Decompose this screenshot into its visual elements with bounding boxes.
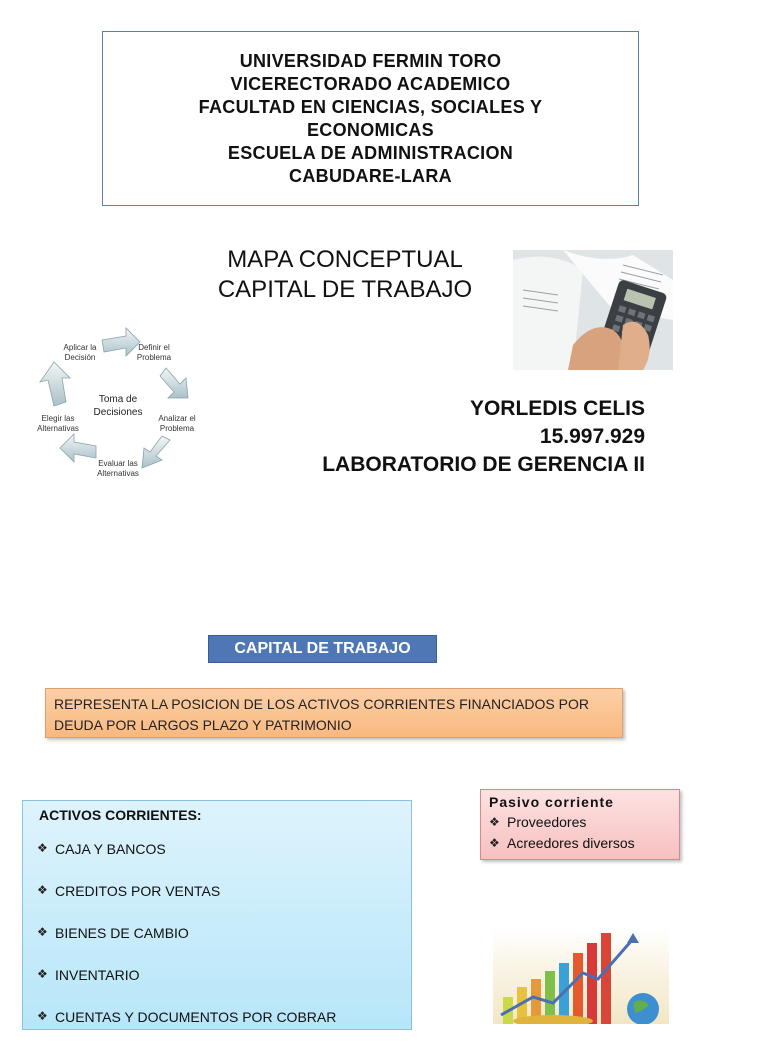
- header-school: ESCUELA DE ADMINISTRACION: [227, 142, 514, 163]
- bullet-diamond-icon: ❖: [37, 925, 48, 939]
- title-line-2: CAPITAL DE TRABAJO: [217, 276, 473, 303]
- activos-title: ACTIVOS CORRIENTES:: [39, 807, 202, 823]
- step-analyze-line-2: Problema: [159, 424, 195, 433]
- step-choose-line-1: Elegir las: [41, 414, 75, 423]
- author-name: YORLEDIS CELIS: [469, 397, 645, 420]
- header-faculty: FACULTAD EN CIENCIAS, SOCIALES Y: [198, 96, 543, 117]
- bullet-diamond-icon: ❖: [37, 883, 48, 897]
- list-item-label: BIENES DE CAMBIO: [55, 925, 189, 941]
- page-title: [190, 245, 500, 305]
- title-line-1: MAPA CONCEPTUAL: [227, 246, 463, 273]
- calculator-photo: [513, 250, 673, 370]
- list-item-label: CREDITOS POR VENTAS: [55, 883, 221, 899]
- pasivo-title: Pasivo corriente: [489, 794, 614, 810]
- definition-line-1: REPRESENTA LA POSICION DE LOS ACTIVOS CORRIENTES FINANCIADOS POR: [54, 696, 589, 712]
- author-id: 15.997.929: [539, 425, 645, 448]
- bullet-diamond-icon: ❖: [489, 815, 500, 829]
- step-define-line-1: Definir el: [138, 343, 170, 352]
- list-item-label: Proveedores: [507, 814, 587, 830]
- cycle-arrow-2: [160, 368, 188, 398]
- step-apply-line-2: Decisión: [64, 353, 96, 362]
- list-item: [37, 841, 411, 883]
- list-item-label: CAJA Y BANCOS: [55, 841, 166, 857]
- list-item: [37, 967, 411, 1009]
- cycle-center-line-1: Toma de: [98, 394, 138, 405]
- list-item: [489, 812, 671, 833]
- activos-corrientes-box: [22, 800, 412, 1030]
- list-item-label: INVENTARIO: [55, 967, 140, 983]
- course-name: LABORATORIO DE GERENCIA II: [322, 453, 645, 476]
- institution-header: [102, 31, 639, 206]
- author-block: [230, 395, 645, 479]
- capital-de-trabajo-banner: CAPITAL DE TRABAJO: [208, 635, 437, 663]
- header-university: UNIVERSIDAD FERMIN TORO: [239, 50, 502, 71]
- definition-box: [45, 688, 623, 738]
- cycle-arrow-5: [40, 362, 70, 406]
- growth-bars-illustration: [493, 927, 669, 1024]
- step-choose-line-2: Alternativas: [37, 424, 79, 433]
- step-apply-line-1: Aplicar la: [63, 343, 97, 352]
- step-define-line-2: Problema: [136, 353, 172, 362]
- cycle-arrow-1: [102, 328, 140, 356]
- cycle-center-line-2: Decisiones: [93, 407, 143, 418]
- cycle-arrow-4: [60, 434, 96, 462]
- list-item: [37, 883, 411, 925]
- list-item: [37, 1009, 411, 1051]
- step-evaluate-line-2: Alternativas: [97, 469, 139, 478]
- definition-line-2: DEUDA POR LARGOS PLAZO Y PATRIMONIO: [54, 717, 352, 733]
- decision-cycle-diagram: [30, 318, 210, 483]
- header-faculty-cont: ECONOMICAS: [306, 119, 434, 140]
- bullet-diamond-icon: ❖: [37, 841, 48, 855]
- bullet-diamond-icon: ❖: [37, 967, 48, 981]
- list-item: [37, 925, 411, 967]
- step-evaluate-line-1: Evaluar las: [98, 459, 138, 468]
- list-item: [489, 833, 671, 854]
- header-location: CABUDARE-LARA: [289, 165, 452, 186]
- step-analyze-line-1: Analizar el: [158, 414, 196, 423]
- pasivo-corriente-box: [480, 789, 680, 860]
- header-vicerectorate: VICERECTORADO ACADEMICO: [230, 73, 511, 94]
- list-item-label: Acreedores diversos: [507, 835, 635, 851]
- bullet-diamond-icon: ❖: [489, 836, 500, 850]
- list-item-label: CUENTAS Y DOCUMENTOS POR COBRAR: [55, 1009, 337, 1025]
- cycle-arrow-3: [142, 436, 170, 468]
- bullet-diamond-icon: ❖: [37, 1009, 48, 1023]
